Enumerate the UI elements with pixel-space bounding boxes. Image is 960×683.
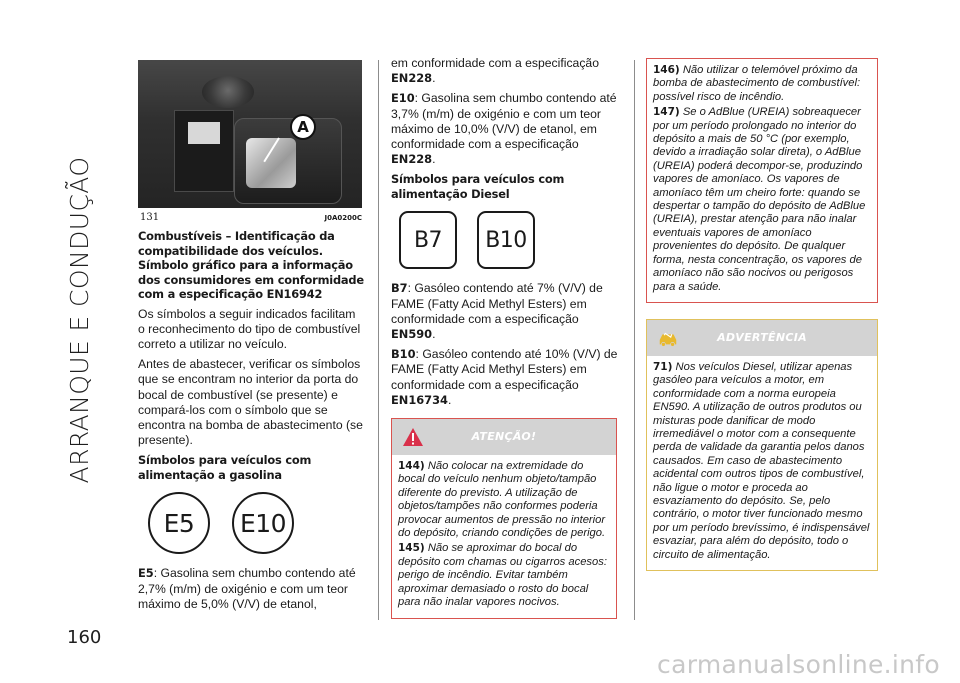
warning-header <box>647 320 877 356</box>
attention-body <box>647 59 877 302</box>
warning-body <box>647 356 877 570</box>
note-item: 144) Não colocar na extremidade do bocal do veículo nenhum objeto/tampão diferente do previsto. A utilização de objetos/tampões não conformes poderia provocar aumentos de pressão no interior do depósito, criando condições de perigo. <box>398 460 606 540</box>
note-item: 145) Não se aproximar do bocal do depósito com chamas ou cigarros acesos: perigo de incêndio. Evitar também aproximar demasiado o rosto do bocal para não inalar vapores nocivos. <box>398 542 607 609</box>
e10-symbol: E10 <box>232 492 294 554</box>
gasoline-symbols <box>148 492 364 554</box>
paragraph: E5: Gasolina sem chumbo contendo até 2,7% (m/m) de oxigénio e com um teor máximo de 5,0% (V/V) de etanol, <box>138 566 356 611</box>
attention-box <box>391 418 617 618</box>
note-item: 146) Não utilizar o telemóvel próximo da bomba de abastecimento de combustível: possível risco de incêndio. <box>653 64 861 103</box>
column-3 <box>646 58 878 571</box>
e5-symbol: E5 <box>148 492 210 554</box>
warning-box <box>646 319 878 571</box>
b10-symbol: B10 <box>477 211 535 269</box>
paragraph: Os símbolos a seguir indicados facilitam o reconhecimento do tipo de combustível correto a utilizar no veículo. <box>138 306 361 351</box>
column-2 <box>391 56 619 619</box>
callout-marker: A <box>290 114 316 140</box>
paragraph: B7: Gasóleo contendo até 7% (V/V) de FAME (Fatty Acid Methyl Esters) em conformidade com a especificação EN590. <box>391 281 603 342</box>
paragraph: B10: Gasóleo contendo até 10% (V/V) de FAME (Fatty Acid Methyl Esters) em conformidade com a especificação EN16734. <box>391 347 618 407</box>
paragraph: E10: Gasolina sem chumbo contendo até 3,7% (m/m) de oxigénio e com um teor máximo de 10,0% (V/V) de etanol, em conformidade com a especificação EN228. <box>391 91 617 167</box>
chapter-title: ARRANQUE E CONDUÇÃO <box>65 156 94 484</box>
fuel-funnel <box>246 138 296 188</box>
page-number: 160 <box>67 627 102 648</box>
diesel-symbols <box>399 211 619 269</box>
column-1 <box>138 60 364 617</box>
attention-body <box>392 455 616 617</box>
attention-header <box>392 419 616 455</box>
paragraph: Antes de abastecer, verificar os símbolos que se encontram no interior da porta do bocal de combustível (se presente) e compará-los com o símbolo que se encontra na bomba de abastecimento (se presente). <box>138 357 363 448</box>
figure-caption <box>138 210 364 222</box>
column-divider <box>378 60 379 620</box>
note-item: 147) Se o AdBlue (UREIA) sobreaquecer por um período prolongado no interior do depósito a mais de 50 °C (por exemplo, devido a irradiação solar direta), o AdBlue (UREIA) poderá decompor-se, produzindo vapores de amoníaco. Os vapores de amoníaco têm um cheiro forte: quando se despertar o tampão do depósito de AdBlue (UREIA), prestar atenção para não inalar eventuais vapores de amoníaco provenientes do depósito. De qualquer forma, nesta concentração, os vapores de amoníaco não são nocivos ou perigosos para a saúde. <box>653 106 866 293</box>
note-item: 71) Nos veículos Diesel, utilizar apenas gasóleo para veículos a motor, em conformidade com a norma europeia EN590. A utilização de outros produtos ou misturas pode danificar de modo irremediável o motor com a consequente perda de validade da garantia pelos danos causados. Em caso de abastecimento acidental com outros tipos de combustível, não ligue o motor e proceda ao esvaziamento do depósito. Se, pelo contrário, o motor tiver funcionado mesmo por um período brevíssimo, é indispensável esvaziar, para além do depósito, todo o circuito de alimentação. <box>653 360 870 561</box>
warning-title: ADVERTÊNCIA <box>717 330 807 344</box>
section-heading: Símbolos para veículos com alimentação a gasolina <box>138 453 312 482</box>
paragraph: em conformidade com a especificação EN228. <box>391 56 599 86</box>
section-heading: Combustíveis – Identificação da compatibilidade dos veículos. Símbolo gráfico para a informação dos consumidores em conformidade com a especificação EN16942 <box>138 229 364 301</box>
fuel-door-photo <box>138 60 362 208</box>
fuel-cap <box>202 76 254 108</box>
watermark: carmanualsonline.info <box>657 650 940 679</box>
figure-number: 131 <box>140 212 160 223</box>
column-divider <box>634 60 635 620</box>
section-heading: Símbolos para veículos com alimentação Diesel <box>391 172 565 201</box>
b7-symbol: B7 <box>399 211 457 269</box>
attention-title: ATENÇÃO! <box>471 430 537 444</box>
figure-code: J0A0200C <box>324 214 362 222</box>
attention-box-continued <box>646 58 878 303</box>
